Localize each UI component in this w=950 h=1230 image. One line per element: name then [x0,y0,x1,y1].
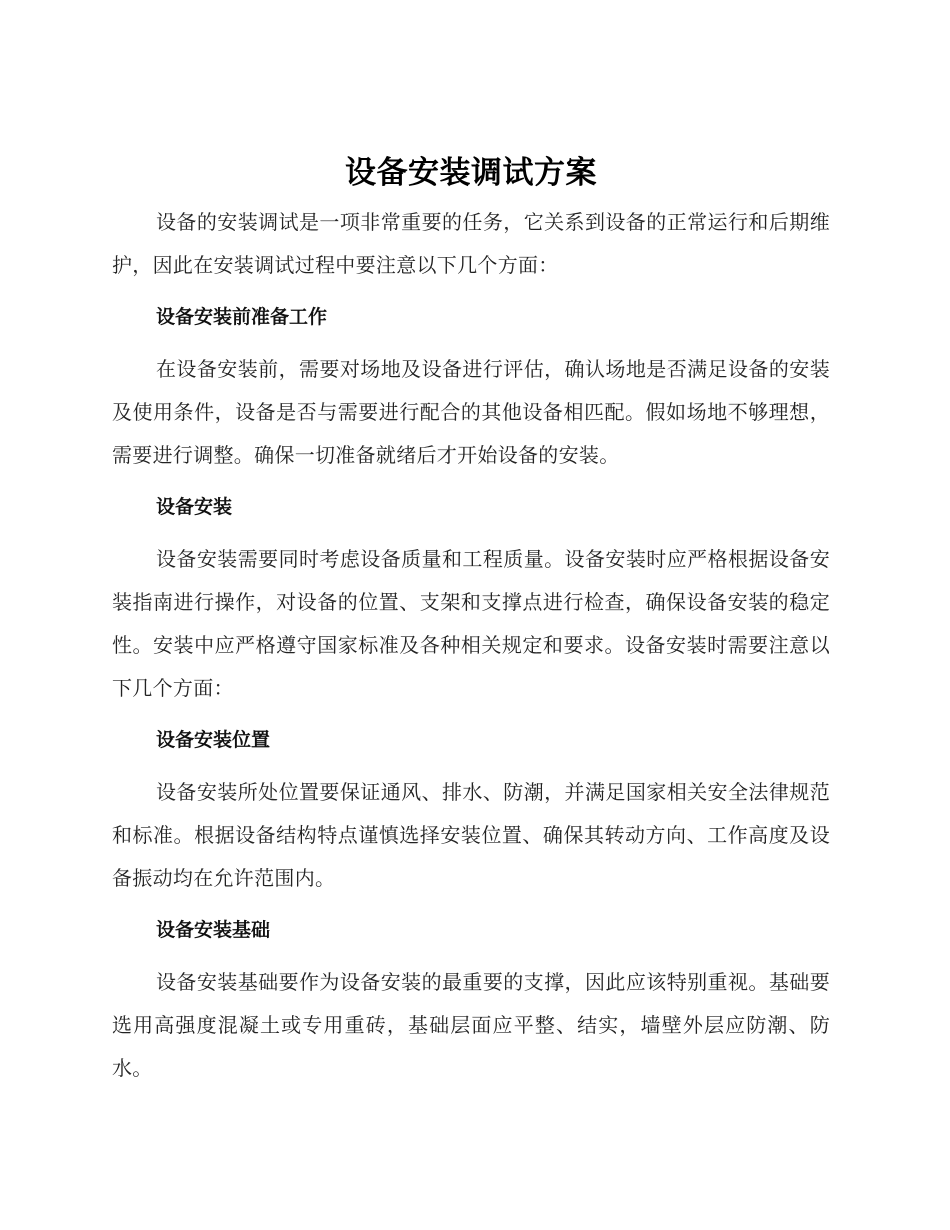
document-body [112,148,830,1090]
section-heading-installation: 设备安装 [156,496,233,518]
section-heading-preparation: 设备安装前准备工作 [156,306,328,328]
intro-paragraph: 设备的安装调试是一项非常重要的任务，它关系到设备的正常运行和后期维护，因此在安装调试过程中要注意以下几个方面： [112,210,830,277]
section-body-location: 设备安装所处位置要保证通风、排水、防潮，并满足国家相关安全法律规范和标准。根据设备结构特点谨慎选择安装位置、确保其转动方向、工作高度及设备振动均在允许范围内。 [112,780,830,890]
section-heading-location: 设备安装位置 [156,729,271,751]
document-title: 设备安装调试方案 [345,155,597,191]
section-heading-foundation: 设备安装基础 [156,919,271,941]
section-body-foundation: 设备安装基础要作为设备安装的最重要的支撑，因此应该特别重视。基础要选用高强度混凝土或专用重砖，基础层面应平整、结实，墙壁外层应防潮、防水。 [112,970,830,1080]
section-body-installation: 设备安装需要同时考虑设备质量和工程质量。设备安装时应严格根据设备安装指南进行操作，对设备的位置、支架和支撑点进行检查，确保设备安装的稳定性。安装中应严格遵守国家标准及各种相关规定和要求。设备安装时需要注意以下几个方面： [112,547,830,700]
section-body-preparation: 在设备安装前，需要对场地及设备进行评估，确认场地是否满足设备的安装及使用条件，设备是否与需要进行配合的其他设备相匹配。假如场地不够理想，需要进行调整。确保一切准备就绪后才开始设备的安装。 [112,357,830,467]
